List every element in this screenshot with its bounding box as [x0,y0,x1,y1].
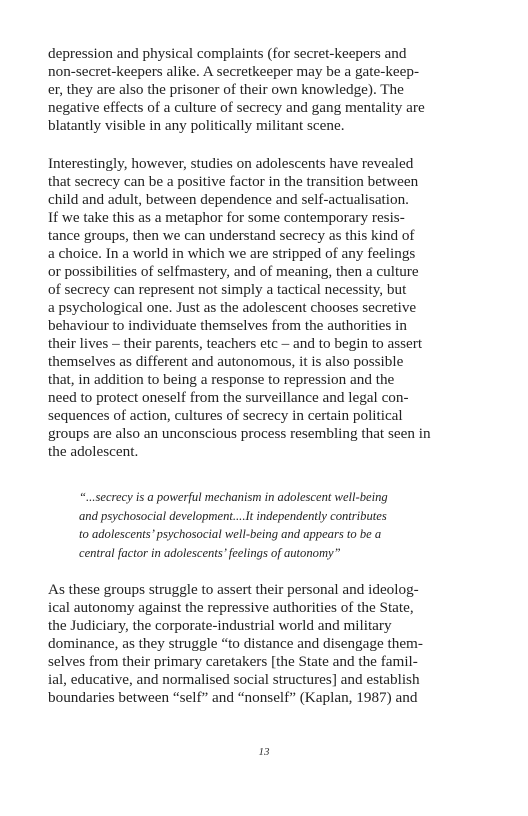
text-line: that secrecy can be a positive factor in the transition between [48,173,419,190]
text-line: tance groups, then we can understand secrecy as this kind of [48,227,415,244]
text-line: Interestingly, however, studies on adolescents have revealed [48,155,414,172]
text-line: that, in addition to being a response to repression and the [48,371,395,388]
quote-line: to adolescents’ psychosocial well-being and appears to be a [79,527,382,541]
text-line: boundaries between “self” and “nonself” (Kaplan, 1987) and [48,689,418,706]
text-line: selves from their primary caretakers [the State and the famil- [48,653,418,670]
text-line: need to protect oneself from the surveillance and legal con- [48,389,409,406]
text-line: of secrecy can represent not simply a tactical necessity, but [48,281,407,298]
text-line: the Judiciary, the corporate-industrial world and military [48,617,392,634]
text-line: dominance, as they struggle “to distance and disengage them- [48,635,423,652]
quote-line: “...secrecy is a powerful mechanism in adolescent well-being [79,490,388,504]
text-line: a choice. In a world in which we are stripped of any feelings [48,245,416,262]
page-number: 13 [258,746,270,758]
text-line: er, they are also the prisoner of their own knowledge). The [48,81,404,98]
text-line: or possibilities of selfmastery, and of meaning, then a culture [48,263,419,280]
paragraph-2 [48,155,484,461]
text-line: sequences of action, cultures of secrecy in certain political [48,407,403,424]
paragraph-3 [48,581,484,707]
text-line: the adolescent. [48,443,139,460]
text-line: blatantly visible in any politically militant scene. [48,117,345,134]
text-line: a psychological one. Just as the adolescent chooses secretive [48,299,417,316]
quote-line: central factor in adolescents’ feelings of autonomy” [79,545,341,560]
paragraph-1 [48,45,484,135]
block-quote [79,488,479,562]
text-line: depression and physical complaints (for secret-keepers and [48,45,407,62]
text-line: themselves as different and autonomous, it is also possible [48,353,404,370]
text-line: As these groups struggle to assert their personal and ideolog- [48,581,419,598]
quote-line: and psychosocial development....It independently contributes [79,508,387,523]
text-line: their lives – their parents, teachers etc – and to begin to assert [48,335,423,352]
text-line: negative effects of a culture of secrecy and gang mentality are [48,99,425,116]
text-line: non-secret-keepers alike. A secretkeeper may be a gate-keep- [48,63,420,80]
text-line: child and adult, between dependence and self-actualisation. [48,191,409,208]
text-line: ial, educative, and normalised social structures] and establish [48,671,420,688]
text-line: ical autonomy against the repressive authorities of the State, [48,599,414,616]
text-line: If we take this as a metaphor for some contemporary resis- [48,209,405,226]
text-line: groups are also an unconscious process resembling that seen in [48,425,431,442]
text-line: behaviour to individuate themselves from the authorities in [48,317,407,334]
